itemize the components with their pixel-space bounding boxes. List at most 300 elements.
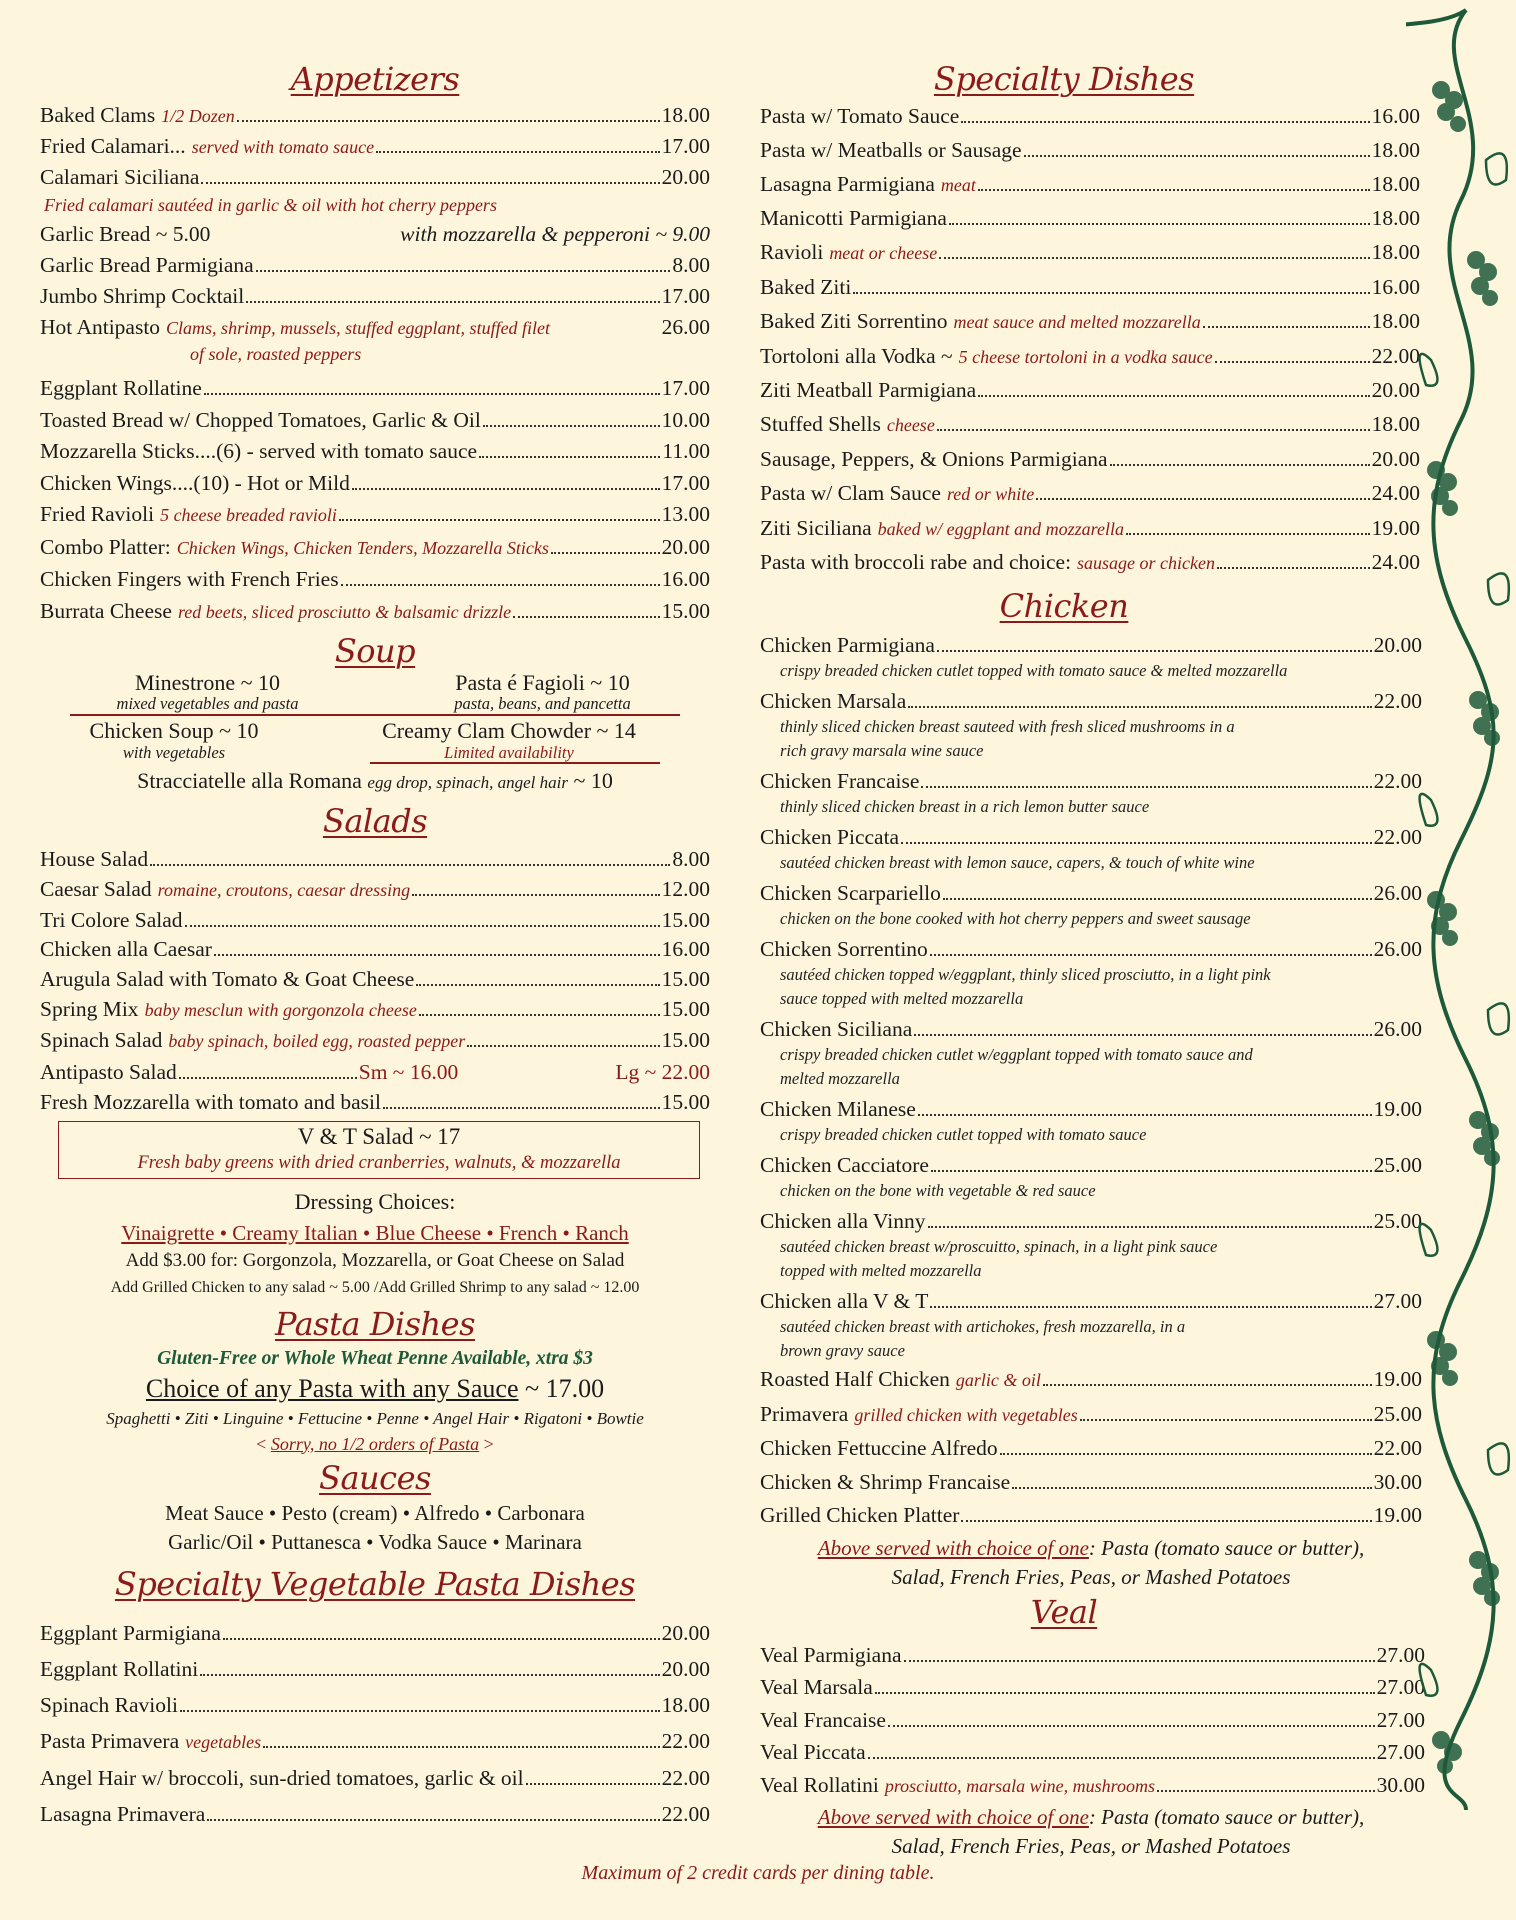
dot-leader: [263, 1746, 660, 1748]
item-name: Chicken Fettuccine Alfredo: [760, 1436, 998, 1461]
item-price: 20.00: [1371, 378, 1420, 403]
chicken-description: sautéed chicken breast with lemon sauce, capers, & touch of white wine: [780, 853, 1255, 873]
item-price: 26.00: [1373, 1017, 1422, 1042]
soup-heading: Soup: [334, 632, 416, 670]
chicken-description: sautéed chicken breast with artichokes, fresh mozzarella, in a: [780, 1317, 1186, 1337]
pasta-sorry: Sorry, no 1/2 orders of Pasta: [270, 1433, 480, 1454]
item-name: Veal Rollatini: [760, 1772, 879, 1797]
menu-item: [40, 1760, 710, 1796]
garlic-bread-row: [40, 218, 710, 250]
soup-chowder: Creamy Clam Chowder ~ 14: [382, 718, 636, 743]
dot-leader: [352, 488, 660, 490]
item-price: 27.00: [1373, 1289, 1422, 1314]
item-name: Chicken Parmigiana: [760, 633, 935, 658]
dot-leader: [200, 1674, 659, 1676]
menu-item: [40, 405, 710, 437]
item-price: 18.00: [661, 1692, 710, 1717]
item-name: Chicken Scarpariello: [760, 881, 941, 906]
dot-leader: [1203, 326, 1370, 328]
menu-item: [40, 596, 710, 629]
menu-item: [40, 965, 710, 995]
item-price: 24.00: [1371, 550, 1420, 575]
item-price: 17.00: [661, 470, 710, 495]
menu-item: [40, 499, 710, 532]
menu-item: [760, 1736, 1425, 1769]
sauces-line-2: Garlic/Oil • Puttanesca • Vodka Sauce • Marinara: [168, 1529, 582, 1554]
dot-leader: [888, 1725, 1375, 1727]
menu-item: [40, 1796, 710, 1832]
soup-stracciatelle-price: ~ 10: [573, 768, 613, 793]
item-name: Eggplant Parmigiana: [40, 1620, 221, 1645]
veal-served-rest: : Pasta (tomato sauce or butter),: [1088, 1805, 1365, 1830]
item-price: 26.00: [1373, 937, 1422, 962]
item-price: 18.00: [1371, 137, 1420, 162]
item-price: 20.00: [661, 534, 710, 559]
garlic-bread-extra: with mozzarella & pepperoni ~ 9.00: [400, 222, 710, 246]
hot-antipasto: [40, 312, 710, 367]
dot-leader: [908, 706, 1371, 708]
item-name: Chicken & Shrimp Francaise: [760, 1469, 1011, 1494]
dot-leader: [931, 1170, 1372, 1172]
pasta-gluten-note: Gluten-Free or Whole Wheat Penne Available, xtra $3: [157, 1347, 593, 1369]
item-price: 26.00: [1373, 881, 1422, 906]
item-price: 19.00: [1373, 1097, 1422, 1122]
dot-leader: [185, 925, 660, 927]
item-price: 15.00: [661, 598, 710, 623]
item-name: Fried Calamari...: [40, 134, 186, 158]
item-price: 22.00: [661, 1765, 710, 1790]
dot-leader: [868, 1757, 1375, 1759]
mozz-row: [40, 1087, 710, 1117]
dot-leader: [937, 650, 1372, 652]
hot-antipasto-name: Hot Antipasto: [40, 315, 161, 339]
chicken-entry: [760, 819, 1422, 875]
soup-stracciatelle-row: [40, 764, 710, 800]
item-name: Spinach Ravioli: [40, 1692, 178, 1717]
menu-item: [760, 1015, 1422, 1043]
chicken-description: thinly sliced chicken breast in a rich lemon butter sauce: [780, 797, 1150, 817]
item-name: Chicken Milanese: [760, 1097, 916, 1122]
chicken-description: sautéed chicken topped w/eggplant, thinly sliced prosciutto, in a light pink: [780, 965, 1271, 985]
menu-item: [760, 879, 1422, 907]
dot-leader: [918, 1114, 1372, 1116]
dot-leader: [937, 429, 1370, 431]
menu-item: [760, 134, 1420, 168]
chicken-description: melted mozzarella: [780, 1069, 900, 1089]
item-price: 17.00: [661, 134, 710, 158]
vt-salad-box: [58, 1121, 700, 1179]
item-name: Combo Platter:: [40, 534, 171, 559]
item-name: Spring Mix: [40, 996, 139, 1021]
item-price: 25.00: [1373, 1401, 1422, 1426]
chicken-entry: [760, 627, 1422, 683]
dot-leader: [1012, 1487, 1371, 1489]
veg-pasta-list: [40, 1605, 710, 1832]
chicken-description: sauce topped with melted mozzarella: [780, 989, 1024, 1009]
chicken-entry: [760, 1011, 1422, 1091]
item-price: 18.00: [661, 103, 710, 127]
item-price: 30.00: [1376, 1772, 1425, 1797]
item-description: baby spinach, boiled egg, roasted pepper: [168, 1030, 466, 1051]
menu-item: [40, 935, 710, 965]
veal-served-label: Above served with choice of one: [817, 1805, 1089, 1830]
soup-grid: [40, 672, 710, 800]
menu-item: [760, 631, 1422, 659]
item-name: Caesar Salad: [40, 876, 152, 901]
chicken-description: chicken on the bone with vegetable & red sauce: [780, 1181, 1096, 1201]
menu-item: [760, 1207, 1422, 1235]
item-name: Baked Ziti Sorrentino: [760, 308, 948, 333]
item-price: 13.00: [661, 502, 710, 526]
menu-item: [760, 1363, 1422, 1398]
vt-salad-desc: Fresh baby greens with dried cranberries, walnuts, & mozzarella: [137, 1152, 621, 1173]
dot-leader: [207, 1819, 659, 1821]
chicken-list-2: [760, 1363, 1422, 1533]
dot-leader: [479, 456, 660, 458]
item-description: 1/2 Dozen: [161, 106, 235, 126]
menu-item: [760, 271, 1420, 305]
dot-leader: [341, 584, 660, 586]
dot-leader: [416, 984, 659, 986]
hot-antipasto-price: 26.00: [661, 315, 710, 339]
item-name: Chicken Marsala: [760, 689, 907, 714]
item-price: 15.00: [661, 907, 710, 932]
item-price: 22.00: [1373, 769, 1422, 794]
dot-leader: [180, 1710, 660, 1712]
item-name: Veal Parmigiana: [760, 1642, 902, 1667]
item-name: Toasted Bread w/ Chopped Tomatoes, Garlic & Oil: [40, 407, 481, 432]
chicken-entry: [760, 875, 1422, 931]
pasta-choice-price: ~ 17.00: [525, 1373, 605, 1403]
item-description: served with tomato sauce: [191, 137, 375, 157]
item-price: 20.00: [1373, 633, 1422, 658]
menu-item: [760, 546, 1420, 581]
item-name: Garlic Bread Parmigiana: [40, 253, 254, 277]
dot-leader: [921, 786, 1371, 788]
menu-item: [40, 875, 710, 906]
chicken-served-label: Above served with choice of one: [817, 1535, 1089, 1560]
item-price: 19.00: [1373, 1503, 1422, 1528]
sauces-line-1: Meat Sauce • Pesto (cream) • Alfredo • Carbonara: [165, 1500, 585, 1525]
dot-leader: [513, 616, 660, 618]
item-price: 15.00: [661, 1027, 710, 1052]
item-price: 19.00: [1373, 1367, 1422, 1392]
item-name: Primavera: [760, 1401, 849, 1426]
footer-note: Maximum of 2 credit cards per dining table.: [581, 1862, 935, 1884]
item-description: romaine, croutons, caesar dressing: [157, 879, 411, 900]
soup-fagioli-desc: pasta, beans, and pancetta: [454, 694, 631, 713]
menu-item: [760, 1769, 1425, 1803]
chicken-served-rest: : Pasta (tomato sauce or butter),: [1088, 1535, 1365, 1560]
menu-item: [40, 995, 710, 1026]
right-column: [760, 58, 1428, 1860]
dot-leader: [467, 1045, 659, 1047]
dressing-list: Vinaigrette • Creamy Italian • Blue Cheese • French • Ranch: [121, 1220, 629, 1245]
item-description: grilled chicken with vegetables: [854, 1404, 1078, 1425]
veal-served-line-2: Salad, French Fries, Peas, or Mashed Potatoes: [891, 1834, 1291, 1859]
dot-leader: [246, 301, 659, 303]
specialty-heading: Specialty Dishes: [933, 60, 1195, 98]
dot-leader: [339, 519, 660, 521]
chicken-entry: [760, 763, 1422, 819]
item-price: 20.00: [661, 1620, 710, 1645]
item-price: 18.00: [1371, 240, 1420, 265]
item-name: Grilled Chicken Platter: [760, 1503, 960, 1528]
menu-item: [40, 906, 710, 936]
item-description: red or white: [946, 483, 1035, 504]
item-name: Pasta w/ Meatballs or Sausage: [760, 137, 1022, 162]
left-column: [40, 58, 710, 1832]
chicken-description: thinly sliced chicken breast sauteed with fresh sliced mushrooms in a: [780, 717, 1235, 737]
dot-leader: [961, 1520, 1371, 1522]
pasta-choice: Choice of any Pasta with any Sauce: [145, 1373, 519, 1403]
menu-item: [40, 1651, 710, 1687]
menu-item: [760, 767, 1422, 795]
chicken-description: brown gravy sauce: [780, 1341, 905, 1361]
menu-item: [40, 373, 710, 405]
menu-item: [760, 374, 1420, 408]
dot-leader: [1215, 361, 1370, 363]
item-description: Chicken Wings, Chicken Tenders, Mozzarella Sticks: [176, 537, 549, 558]
item-price: 22.00: [1371, 343, 1420, 368]
item-name: Roasted Half Chicken: [760, 1367, 950, 1392]
chicken-description: topped with melted mozzarella: [780, 1261, 982, 1281]
dot-leader: [961, 121, 1369, 123]
menu-item: [40, 845, 710, 875]
item-name: Stuffed Shells: [760, 412, 881, 437]
dressing-add-protein: Add Grilled Chicken to any salad ~ 5.00 /Add Grilled Shrimp to any salad ~ 12.00: [110, 1278, 640, 1296]
dot-leader: [978, 189, 1370, 191]
item-name: Calamari Siciliana: [40, 165, 200, 189]
appetizers-list-a: [40, 100, 710, 192]
veg-pasta-heading: Specialty Vegetable Pasta Dishes: [114, 1564, 636, 1603]
soup-stracciatelle-desc: egg drop, spinach, angel hair: [367, 773, 568, 792]
item-price: 20.00: [1371, 446, 1420, 471]
item-price: 27.00: [1376, 1675, 1425, 1700]
soup-minestrone: Minestrone ~ 10: [134, 670, 281, 695]
dressing-add-cheese: Add $3.00 for: Gorgonzola, Mozzarella, or Goat Cheese on Salad: [125, 1249, 625, 1271]
item-price: 15.00: [661, 996, 710, 1021]
menu-item: [760, 1639, 1425, 1672]
menu-item: [760, 477, 1420, 512]
item-name: Arugula Salad with Tomato & Goat Cheese: [40, 967, 415, 992]
dot-leader: [853, 292, 1369, 294]
item-name: Chicken alla Vinny: [760, 1209, 926, 1234]
menu-item: [760, 100, 1420, 134]
item-name: Baked Ziti: [760, 274, 852, 299]
item-price: 17.00: [661, 284, 710, 308]
soup-chicken-desc: with vegetables: [122, 743, 226, 762]
dot-leader: [1036, 498, 1369, 500]
antipasto-salad-row: [40, 1057, 710, 1087]
garlic-bread-label: Garlic Bread ~ 5.00: [40, 222, 211, 246]
menu-item: [760, 202, 1420, 236]
menu-item: [760, 1466, 1422, 1500]
item-description: red beets, sliced prosciutto & balsamic drizzle: [177, 601, 512, 622]
veal-served-line-1: [760, 1802, 1422, 1832]
item-name: Chicken alla V & T: [760, 1289, 929, 1314]
item-name: Pasta Primavera: [40, 1728, 180, 1753]
pasta-shapes: Spaghetti • Ziti • Linguine • Fettucine • Penne • Angel Hair • Rigatoni • Bowtie: [106, 1408, 644, 1428]
item-description: cheese: [886, 415, 935, 436]
dot-leader: [875, 1692, 1375, 1694]
calamari-note: Fried calamari sautéed in garlic & oil with hot cherry peppers: [44, 195, 497, 215]
item-price: 11.00: [662, 439, 710, 463]
item-price: 19.00: [1371, 515, 1420, 540]
antipasto-salad-lg: Lg ~ 22.00: [615, 1059, 710, 1084]
item-name: Eggplant Rollatini: [40, 1656, 199, 1681]
item-description: baked w/ eggplant and mozzarella: [877, 518, 1124, 539]
item-price: 8.00: [672, 847, 710, 871]
soup-chicken: Chicken Soup ~ 10: [89, 718, 259, 743]
item-description: 5 cheese tortoloni in a vodka sauce: [958, 346, 1213, 367]
item-description: sausage or chicken: [1077, 553, 1216, 574]
item-description: meat or cheese: [829, 243, 938, 264]
item-name: Tortoloni alla Vodka ~: [760, 343, 953, 368]
menu-item: [40, 1687, 710, 1723]
item-name: Fresh Mozzarella with tomato and basil: [40, 1089, 381, 1114]
menu-item: [40, 162, 710, 192]
dot-leader: [914, 1034, 1371, 1036]
item-price: 25.00: [1373, 1153, 1422, 1178]
item-name: Chicken Fingers with French Fries: [40, 567, 339, 591]
dot-leader: [904, 1660, 1375, 1662]
item-name: Chicken Piccata: [760, 825, 900, 850]
salads-list: [40, 842, 710, 1057]
soup-stracciatelle: Stracciatelle alla Romana: [137, 768, 362, 793]
veal-heading: Veal: [1030, 1592, 1098, 1631]
item-price: 15.00: [661, 967, 710, 992]
menu-item: [40, 1723, 710, 1760]
item-description: prosciutto, marsala wine, mushrooms: [884, 1775, 1156, 1796]
dot-leader: [483, 425, 660, 427]
menu-item: [40, 1615, 710, 1651]
chicken-description: crispy breaded chicken cutlet topped with tomato sauce: [780, 1125, 1147, 1145]
chicken-description: crispy breaded chicken cutlet w/eggplant topped with tomato sauce and: [780, 1045, 1253, 1065]
menu-item: [760, 1704, 1425, 1737]
item-name: Pasta w/ Clam Sauce: [760, 480, 941, 505]
dot-leader: [1080, 1419, 1372, 1421]
menu-item: [760, 823, 1422, 851]
menu-item: [760, 687, 1422, 715]
menu-item: [760, 1095, 1422, 1123]
salads-heading: Salads: [322, 802, 428, 840]
dot-leader: [383, 1107, 660, 1109]
item-name: Chicken Wings....(10) - Hot or Mild: [40, 470, 350, 495]
soup-fagioli: Pasta é Fagioli ~ 10: [455, 670, 630, 695]
chicken-description: chicken on the bone cooked with hot cherry peppers and sweet sausage: [780, 909, 1251, 929]
item-name: Chicken alla Caesar: [40, 937, 212, 962]
item-description: vegetables: [185, 1731, 262, 1752]
chicken-description: crispy breaded chicken cutlet topped with tomato sauce & melted mozzarella: [780, 661, 1288, 681]
antipasto-salad-sm: Sm ~ 16.00: [358, 1059, 459, 1084]
dot-leader: [949, 223, 1370, 225]
item-price: 30.00: [1373, 1469, 1422, 1494]
menu-item: [760, 1151, 1422, 1179]
pasta-heading: Pasta Dishes: [275, 1304, 475, 1343]
item-price: 27.00: [1376, 1740, 1425, 1765]
item-price: 24.00: [1371, 480, 1420, 505]
item-name: Chicken Siciliana: [760, 1017, 913, 1042]
item-name: Burrata Cheese: [40, 598, 172, 623]
item-name: Pasta with broccoli rabe and choice:: [760, 550, 1072, 575]
item-price: 22.00: [661, 1728, 710, 1753]
item-name: Veal Francaise: [760, 1707, 886, 1732]
appetizers-list-b: [40, 250, 710, 312]
chicken-served-line-1: [760, 1533, 1422, 1563]
dot-leader: [1126, 533, 1370, 535]
item-name: Veal Marsala: [760, 1675, 873, 1700]
item-name: Ziti Siciliana: [760, 515, 872, 540]
dot-leader: [1024, 155, 1370, 157]
item-price: 15.00: [661, 1089, 710, 1114]
menu-item: [40, 281, 710, 312]
item-name: Sausage, Peppers, & Onions Parmigiana: [760, 446, 1108, 471]
item-description: 5 cheese breaded ravioli: [160, 505, 337, 525]
dot-leader: [1043, 1384, 1372, 1386]
item-price: 18.00: [1371, 412, 1420, 437]
chicken-entry: [760, 1283, 1422, 1363]
antipasto-salad-name: Antipasto Salad: [40, 1059, 177, 1084]
item-price: 12.00: [661, 876, 710, 901]
dot-leader: [1110, 464, 1370, 466]
dot-leader: [930, 954, 1372, 956]
dot-leader: [901, 842, 1372, 844]
chicken-entry: [760, 931, 1422, 1011]
menu-item: [760, 1671, 1425, 1704]
hot-antipasto-desc: Clams, shrimp, mussels, stuffed eggplant, stuffed filet: [166, 318, 551, 338]
menu-item: [40, 1087, 710, 1117]
item-name: Veal Piccata: [760, 1740, 866, 1765]
soup-minestrone-desc: mixed vegetables and pasta: [116, 694, 299, 713]
chicken-entry: [760, 1091, 1422, 1147]
hot-antipasto-desc2: of sole, roasted peppers: [190, 344, 362, 364]
grape-vine-border-icon: [1406, 0, 1516, 1820]
vt-salad-title: V & T Salad ~ 17: [297, 1123, 461, 1149]
item-price: 16.00: [661, 937, 710, 962]
specialty-list: [760, 100, 1420, 581]
menu-item: [760, 1432, 1422, 1466]
item-name: Jumbo Shrimp Cocktail: [40, 284, 245, 308]
dot-leader: [419, 1014, 660, 1016]
item-name: Chicken Cacciatore: [760, 1153, 929, 1178]
chicken-entry: [760, 1147, 1422, 1203]
dot-leader: [1157, 1790, 1375, 1792]
item-price: 10.00: [661, 407, 710, 432]
dot-leader: [223, 1638, 660, 1640]
pasta-sorry-row: < Sorry, no 1/2 orders of Pasta >: [256, 1433, 494, 1454]
item-name: Spinach Salad: [40, 1027, 163, 1052]
item-name: Chicken Sorrentino: [760, 937, 928, 962]
chicken-entry: [760, 1203, 1422, 1283]
appetizers-heading: Appetizers: [290, 60, 460, 98]
chicken-list: [760, 627, 1422, 1363]
menu-item: [760, 512, 1420, 547]
dot-leader: [943, 898, 1372, 900]
dot-leader: [237, 120, 660, 122]
pasta-choice-row: [40, 1373, 710, 1405]
soup-chowder-desc: Limited availability: [444, 743, 574, 762]
menu-item: [40, 100, 710, 131]
menu-item: [760, 408, 1420, 443]
item-price: 20.00: [661, 165, 710, 189]
dot-leader: [1217, 567, 1370, 569]
item-name: Baked Clams: [40, 103, 156, 127]
menu-item: [760, 1499, 1422, 1533]
item-name: Ravioli: [760, 240, 824, 265]
item-name: Eggplant Rollatine: [40, 376, 202, 400]
item-price: 16.00: [1371, 104, 1420, 128]
